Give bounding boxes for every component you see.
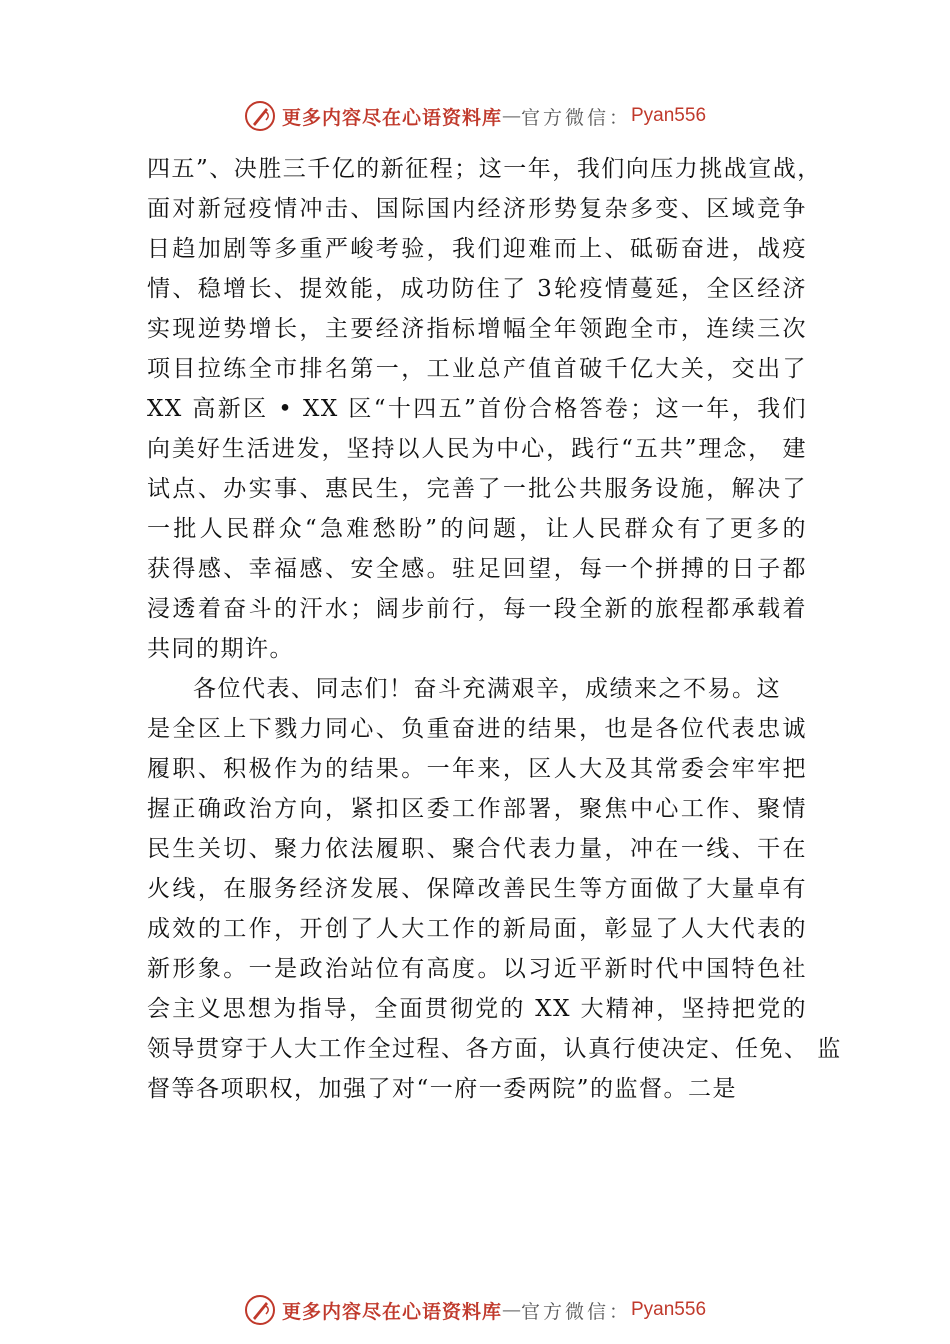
watermark-dash: —	[501, 1299, 521, 1321]
watermark-main-text: 更多内容尽在心语资料库	[281, 1300, 502, 1323]
body-line: 督等各项职权，加强了对“一府一委两院”的监督。二是	[147, 1076, 738, 1102]
watermark-wechat-id: Pyan556	[631, 1299, 707, 1320]
watermark-wechat-id: Pyan556	[631, 105, 707, 126]
document-body	[147, 149, 842, 1109]
body-line: 日趋加剧等多重严峻考验，我们迎难而上、砥砺奋进，战疫	[147, 236, 807, 262]
body-line: 四五”、决胜三千亿的新征程；这一年，我们向压力挑战宣战，	[147, 156, 822, 182]
body-line: 实现逆势增长，主要经济指标增幅全年领跑全市，连续三次	[147, 316, 807, 342]
body-line: 一批人民群众“急难愁盼”的问题，让人民群众有了更多的	[147, 516, 807, 542]
body-line: 面对新冠疫情冲击、国际国内经济形势复杂多变、区域竞争	[147, 196, 807, 222]
watermark-wechat-label: 官方微信：	[520, 106, 631, 129]
body-line: 情、稳增长、提效能，成功防住了 3轮疫情蔓延，全区经济	[147, 276, 807, 302]
body-line: 向美好生活进发，坚持以人民为中心，践行“五共”理念， 建	[147, 436, 807, 462]
body-line: 共同的期许。	[147, 636, 294, 662]
body-line: 领导贯穿于人大工作全过程、各方面，认真行使决定、任免、 监	[147, 1036, 842, 1062]
quill-pen-logo-icon	[244, 100, 276, 132]
header-watermark	[0, 96, 950, 136]
body-line: 获得感、幸福感、安全感。驻足回望，每一个拼搏的日子都	[147, 556, 807, 582]
watermark-wechat-label: 官方微信：	[520, 1300, 631, 1323]
body-line: 新形象。一是政治站位有高度。以习近平新时代中国特色社	[147, 956, 807, 982]
watermark-dash: —	[501, 105, 521, 127]
body-line: 会主义思想为指导，全面贯彻党的 XX 大精神，坚持把党的	[147, 996, 807, 1022]
body-line: 握正确政治方向，紧扣区委工作部署，聚焦中心工作、聚情	[147, 796, 807, 822]
body-line: 履职、积极作为的结果。一年来，区人大及其常委会牢牢把	[147, 756, 807, 782]
body-line: 民生关切、聚力依法履职、聚合代表力量，冲在一线、干在	[147, 836, 807, 862]
body-line: 试点、办实事、惠民生，完善了一批公共服务设施，解决了	[147, 476, 807, 502]
paragraph-start-line: 各位代表、同志们！奋斗充满艰辛，成绩来之不易。这	[193, 676, 781, 702]
body-line: XX 高新区 • XX 区“十四五”首份合格答卷；这一年，我们	[147, 396, 807, 422]
body-line: 火线，在服务经济发展、保障改善民生等方面做了大量卓有	[147, 876, 807, 902]
body-line: 是全区上下戮力同心、负重奋进的结果，也是各位代表忠诚	[147, 716, 807, 742]
body-line: 浸透着奋斗的汗水；阔步前行，每一段全新的旅程都承载着	[147, 596, 807, 622]
footer-watermark	[0, 1290, 950, 1330]
quill-pen-logo-icon	[244, 1294, 276, 1326]
body-line: 成效的工作，开创了人大工作的新局面，彰显了人大代表的	[147, 916, 807, 942]
body-line: 项目拉练全市排名第一，工业总产值首破千亿大关，交出了	[147, 356, 807, 382]
watermark-main-text: 更多内容尽在心语资料库	[281, 106, 502, 129]
